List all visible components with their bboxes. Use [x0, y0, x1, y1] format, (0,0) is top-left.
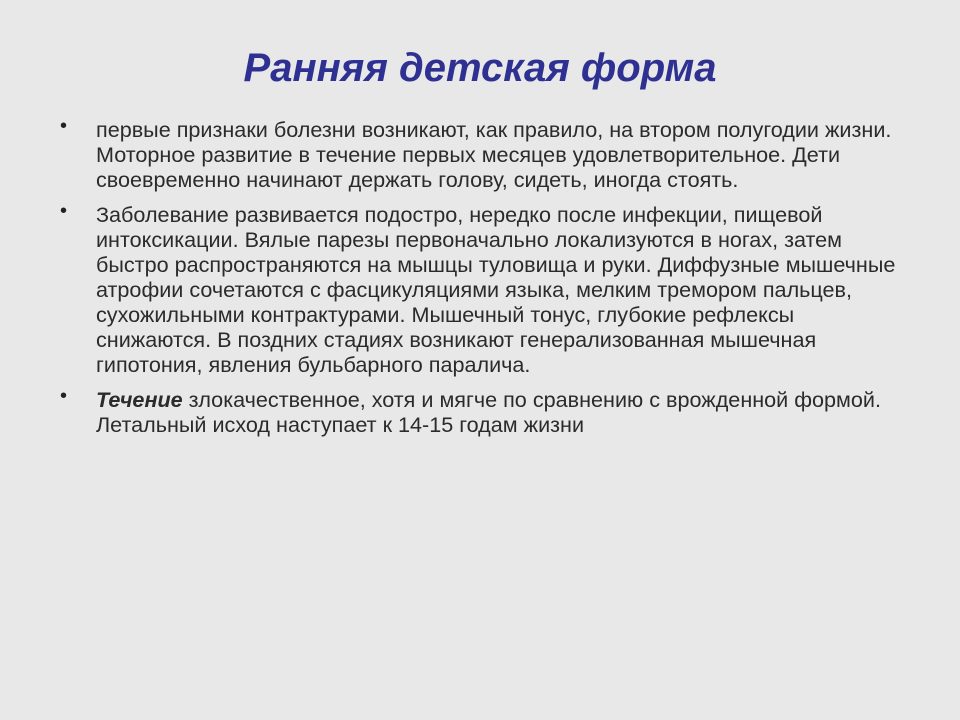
- bullet-dot-icon: •: [60, 385, 68, 407]
- bullet-emphasis: Течение: [96, 387, 183, 412]
- bullet-item-3: [60, 387, 900, 437]
- slide-title: Ранняя детская форма: [243, 46, 717, 90]
- bullet-text: злокачественное, хотя и мягче по сравнению с врожденной формой. Летальный исход наступает к 14-15 годам жизни: [96, 387, 881, 437]
- bullet-text: Заболевание развивается подостро, нередко после инфекции, пищевой интоксикации. Вялые парезы первоначально локализуются в ногах, затем быстро распространяются на мышцы туловища и руки. Диффузные мышечные атрофии сочетаются с фасцикуляциями языка, мелким тремором пальцев, сухожильными контрактурами. Мышечный тонус, глубокие рефлексы снижаются. В поздних стадиях возникают генерализованная мышечная гипотония, явления бульбарного паралича.: [96, 202, 896, 377]
- bullet-dot-icon: •: [60, 200, 68, 222]
- bullet-text: первые признаки болезни возникают, как правило, на втором полугодии жизни. Моторное развитие в течение первых месяцев удовлетворительное. Дети своевременно начинают держать голову, сидеть, иногда стоять.: [96, 117, 892, 192]
- bullet-dot-icon: •: [60, 115, 68, 137]
- bullet-list: [60, 117, 900, 447]
- bullet-item-1: [60, 117, 900, 192]
- bullet-item-2: [60, 202, 900, 377]
